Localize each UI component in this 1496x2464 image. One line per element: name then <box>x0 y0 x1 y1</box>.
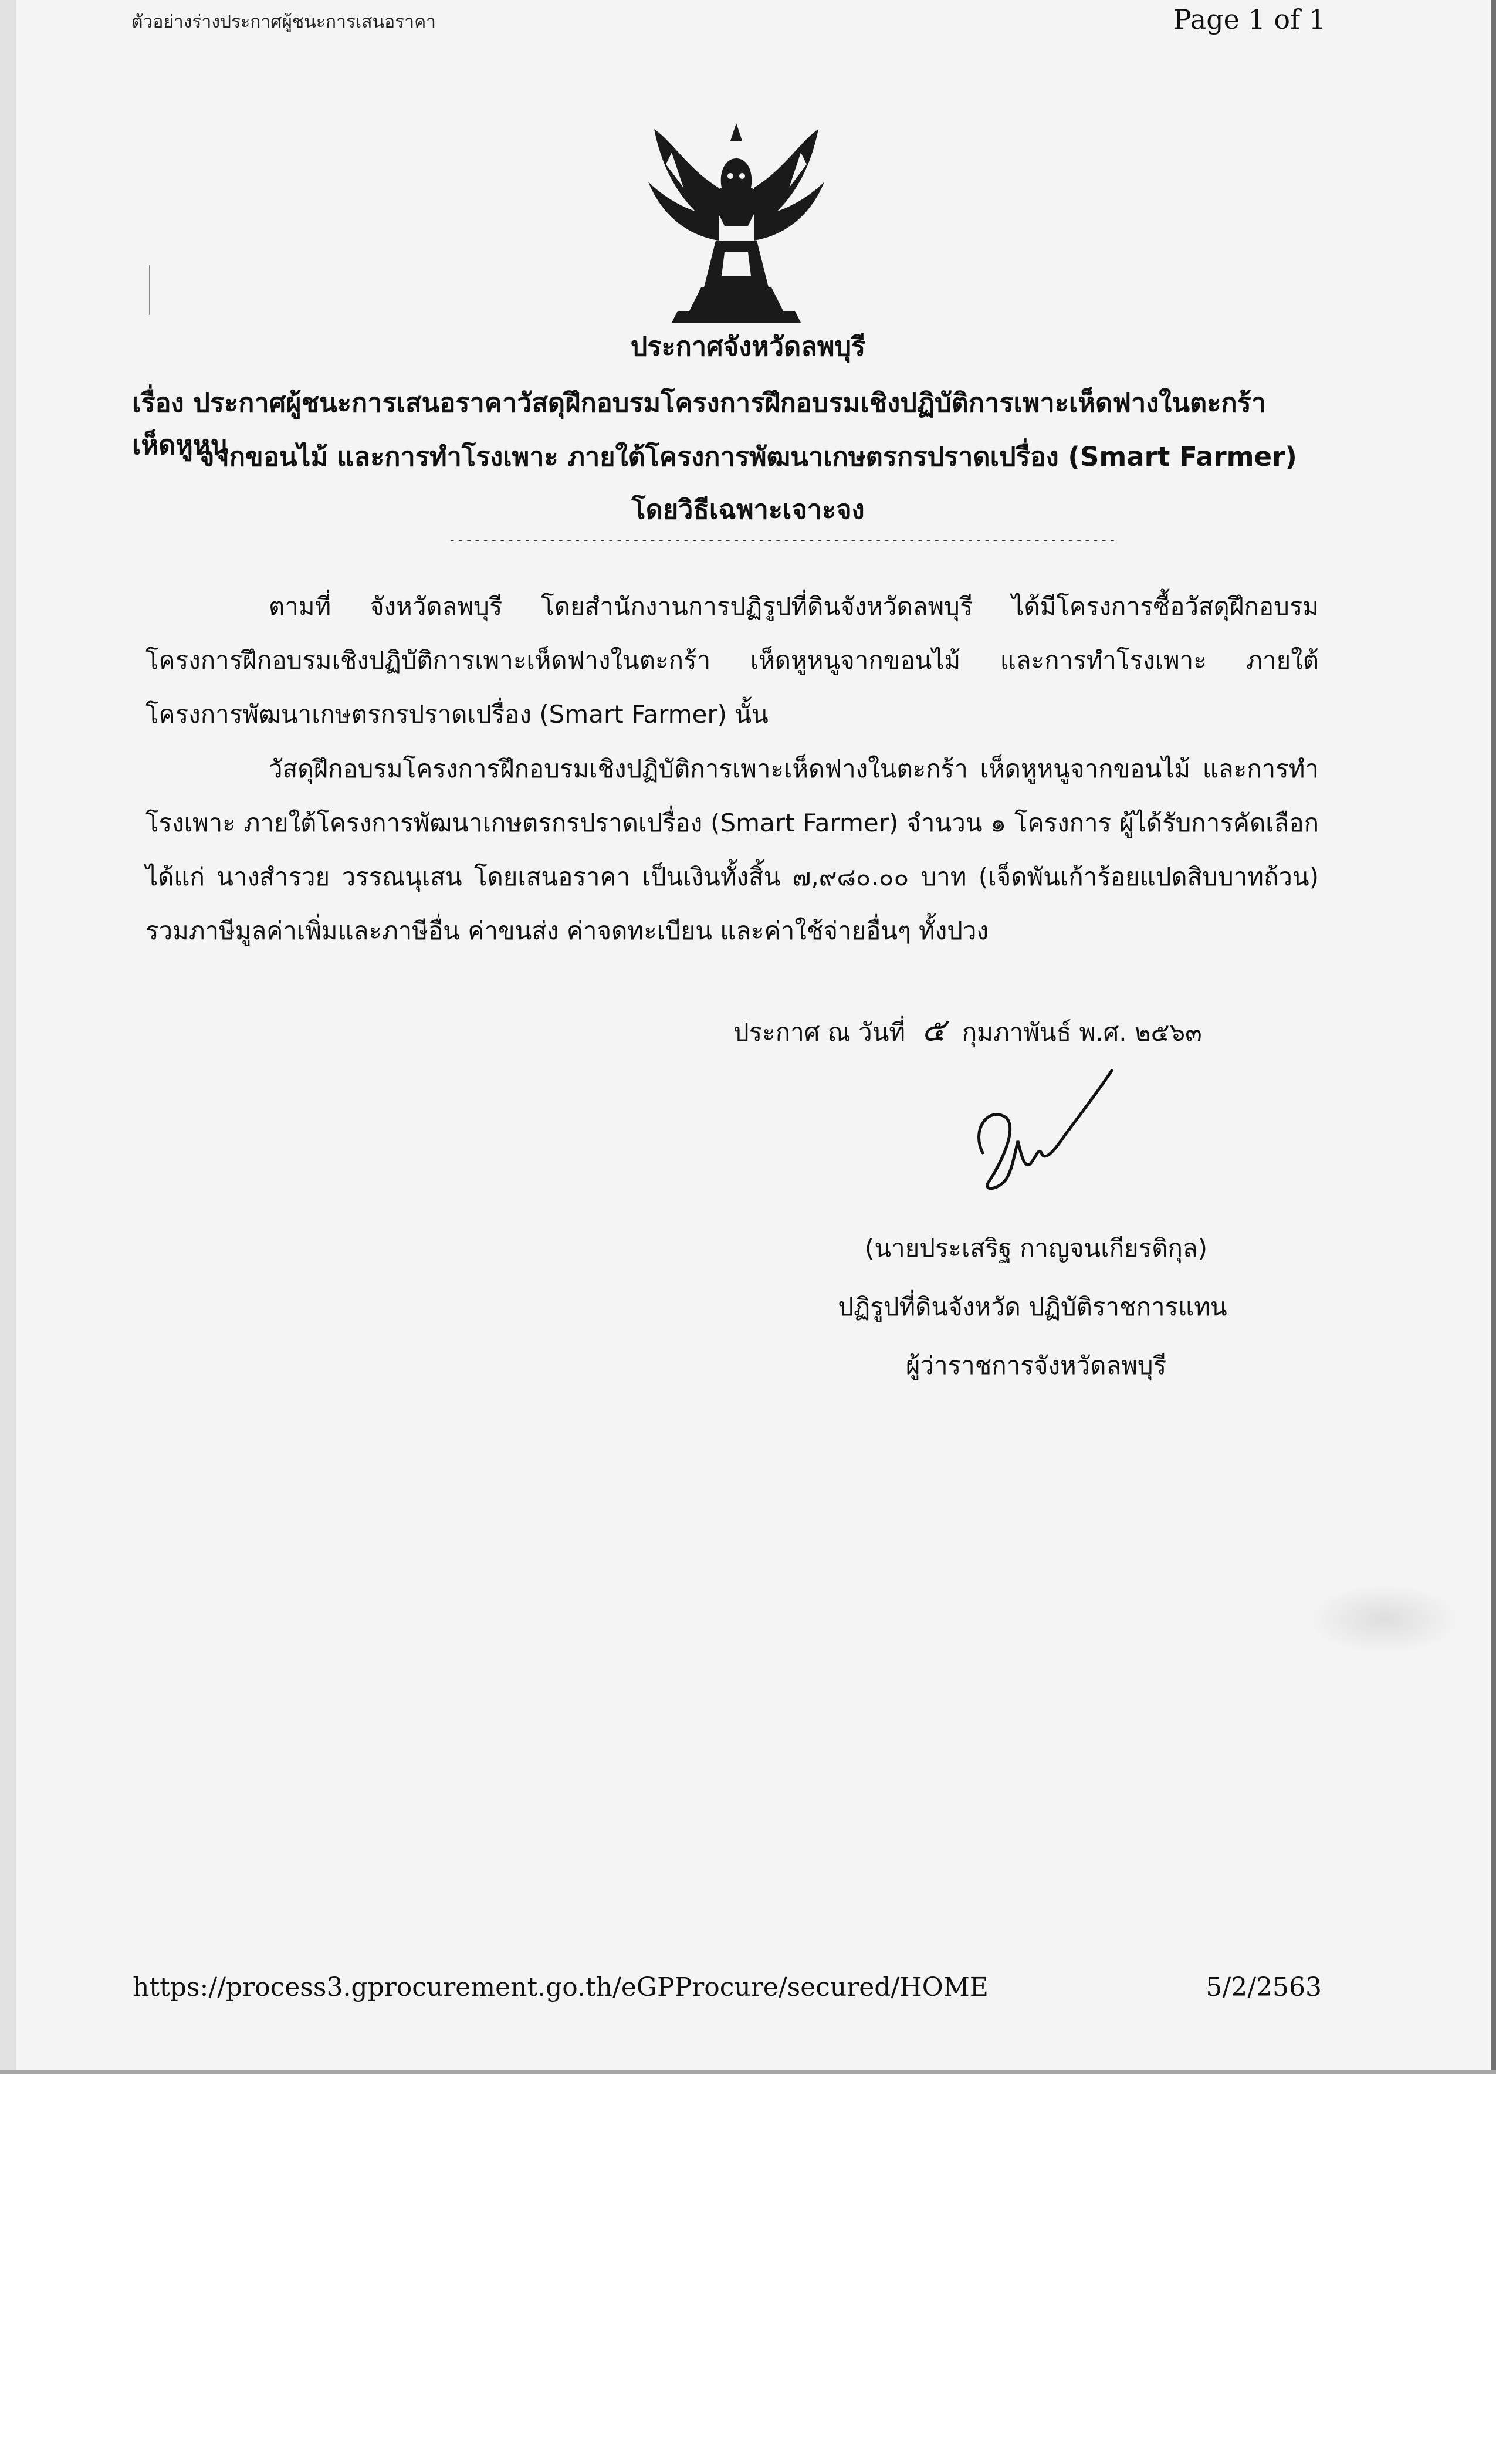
signatory-position: ปฏิรูปที่ดินจังหวัด ปฏิบัติราชการแทน <box>838 1292 1227 1321</box>
signature-icon <box>965 1065 1118 1206</box>
scan-edge-left <box>0 0 16 2074</box>
subject-line-3: โดยวิธีเฉพาะเจาะจง <box>631 494 865 525</box>
body-paragraph-2: วัสดุฝึกอบรมโครงการฝึกอบรมเชิงปฏิบัติการเพาะเห็ดฟางในตะกร้า เห็ดหูหนูจากขอนไม้ และการทำโรงเพาะ ภายใต้โครงการพัฒนาเกษตรกรปราดเปรื่อง (Smart Farmer) จำนวน ๑ โครงการ ผู้ได้รับการคัดเลือกได้แก่ นางสำรวย วรรณนุเสน โดยเสนอราคา เป็นเงินทั้งสิ้น ๗,๙๘๐.๐๐ บาท (เจ็ดพันเก้าร้อยแปดสิบบาทถ้วน) รวมภาษีมูลค่าเพิ่มและภาษีอื่น ค่าขนส่ง ค่าจดทะเบียน และค่าใช้จ่ายอื่นๆ ทั้งปวง <box>145 754 1319 945</box>
scan-mark <box>149 265 150 315</box>
announcement-title: ประกาศจังหวัดลพบุรี <box>630 331 866 362</box>
footer-date: 5/2/2563 <box>1206 1972 1322 2002</box>
separator-line: -------------------------------------------------------------------------------- <box>448 533 1117 547</box>
header-page-number: Page 1 of 1 <box>1173 4 1326 35</box>
header-doc-label: ตัวอย่างร่างประกาศผู้ชนะการเสนอราคา <box>131 12 436 32</box>
date-prefix: ประกาศ ณ วันที่ <box>733 1018 906 1047</box>
garuda-emblem-icon <box>637 117 836 329</box>
footer-url: https://process3.gprocurement.go.th/eGPProcure/secured/HOME <box>133 1972 989 2002</box>
date-suffix: กุมภาพันธ์ พ.ศ. ๒๕๖๓ <box>962 1018 1202 1047</box>
subject-line-1: เรื่อง ประกาศผู้ชนะการเสนอราคาวัสดุฝึกอบรมโครงการฝึกอบรมเชิงปฏิบัติการเพาะเห็ดฟางในตะกร้า เห็ดหูหนู <box>132 387 1267 461</box>
scan-edge-right <box>1491 0 1496 2074</box>
signatory-name: (นายประเสริฐ กาญจนเกียรติกุล) <box>864 1234 1208 1263</box>
body-paragraph-1: ตามที่ จังหวัดลพบุรี โดยสำนักงานการปฏิรูปที่ดินจังหวัดลพบุรี ได้มีโครงการซื้อวัสดุฝึกอบรมโครงการฝึกอบรมเชิงปฏิบัติการเพาะเห็ดฟางในตะกร้า เห็ดหูหนูจากขอนไม้ และการทำโรงเพาะ ภายใต้โครงการพัฒนาเกษตรกรปราดเปรื่อง (Smart Farmer) นั้น <box>145 592 1319 729</box>
subject-line-2: จากขอนไม้ และการทำโรงเพาะ ภายใต้โครงการพัฒนาเกษตรกรปราดเปรื่อง (Smart Farmer) <box>199 441 1297 472</box>
scan-bottom-edge <box>0 2070 1496 2074</box>
signatory-on-behalf: ผู้ว่าราชการจังหวัดลพบุรี <box>905 1351 1167 1380</box>
date-day-handwritten: ๕ <box>922 1011 946 1048</box>
scan-shadow <box>1308 1584 1461 1654</box>
announcement-date <box>733 1004 1202 1055</box>
